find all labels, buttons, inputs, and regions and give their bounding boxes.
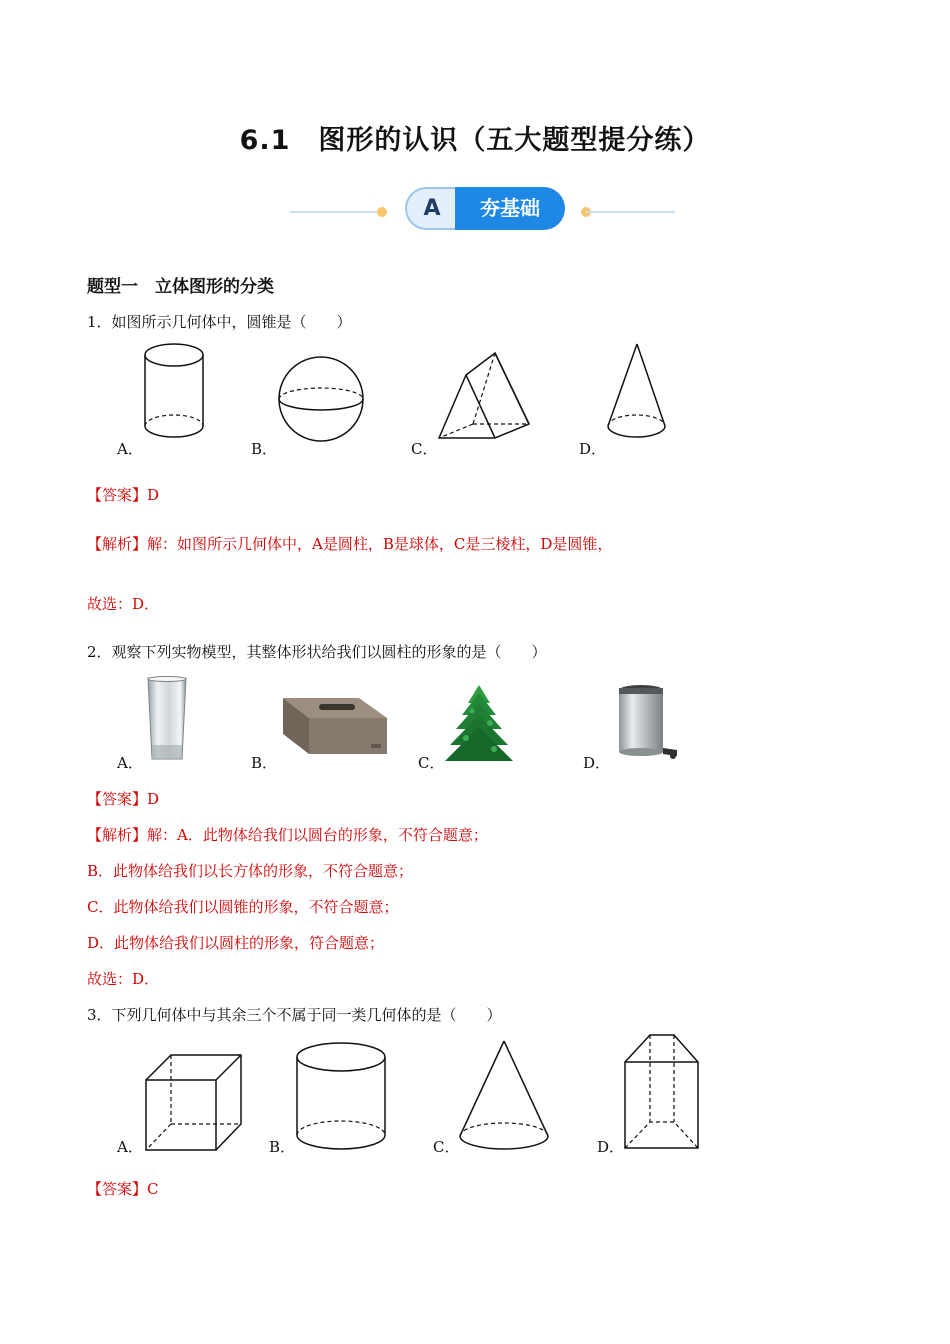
badge-label: 夯基础 <box>455 187 565 230</box>
q2-option-d: D． <box>583 754 611 772</box>
q2-option-c: C． <box>418 754 445 772</box>
triangular-prism-figure <box>436 350 536 442</box>
cube-figure <box>143 1052 245 1154</box>
tissue-box-image <box>279 678 391 758</box>
q3-option-b: B． <box>269 1138 296 1156</box>
question-3-stem: 3．下列几何体中与其余三个不属于同一类几何体的是（ ） <box>87 1006 502 1024</box>
q2-analysis-line-4: D．此物体给我们以圆柱的形象，符合题意； <box>87 934 385 952</box>
pentagonal-prism-figure <box>622 1032 702 1152</box>
q1-answer: 【答案】D <box>87 486 160 504</box>
q1-conclusion: 故选：D． <box>87 595 160 613</box>
q1-option-c: C． <box>411 440 438 458</box>
q1-option-a: A． <box>117 440 143 458</box>
q3-answer: 【答案】C <box>87 1180 159 1198</box>
q2-option-a: A． <box>117 754 143 772</box>
glass-image <box>146 675 188 763</box>
badge-letter: A <box>405 187 457 230</box>
question-1-stem: 1．如图所示几何体中，圆锥是（ ） <box>87 313 352 331</box>
q2-option-b: B． <box>251 754 278 772</box>
page-title: 6.1 图形的认识（五大题型提分练） <box>239 125 711 156</box>
cone-figure-2 <box>457 1038 551 1154</box>
q2-analysis-line-2: B．此物体给我们以长方体的形象，不符合题意； <box>87 862 414 880</box>
section-heading: 题型一 立体图形的分类 <box>87 277 274 297</box>
cylinder-figure-2 <box>294 1040 388 1154</box>
q3-option-c: C． <box>433 1138 460 1156</box>
q1-analysis: 【解析】解：如图所示几何体中，A是圆柱，B是球体，C是三棱柱，D是圆锥， <box>87 535 613 553</box>
q1-option-b: B． <box>251 440 278 458</box>
tree-image <box>444 683 514 763</box>
q2-analysis-line-3: C．此物体给我们以圆锥的形象，不符合题意； <box>87 898 399 916</box>
q2-analysis-line-1: 【解析】解：A．此物体给我们以圆台的形象，不符合题意； <box>87 826 488 844</box>
trash-can-image <box>611 682 683 760</box>
q3-option-a: A． <box>117 1138 143 1156</box>
sphere-figure <box>276 354 368 446</box>
q3-option-d: D． <box>597 1138 625 1156</box>
cone-figure <box>604 342 670 440</box>
q2-answer: 【答案】D <box>87 790 160 808</box>
cylinder-figure <box>140 340 210 442</box>
q1-option-d: D． <box>579 440 607 458</box>
question-2-stem: 2．观察下列实物模型，其整体形状给我们以圆柱的形象的是（ ） <box>87 643 547 661</box>
q2-conclusion: 故选：D． <box>87 970 160 988</box>
